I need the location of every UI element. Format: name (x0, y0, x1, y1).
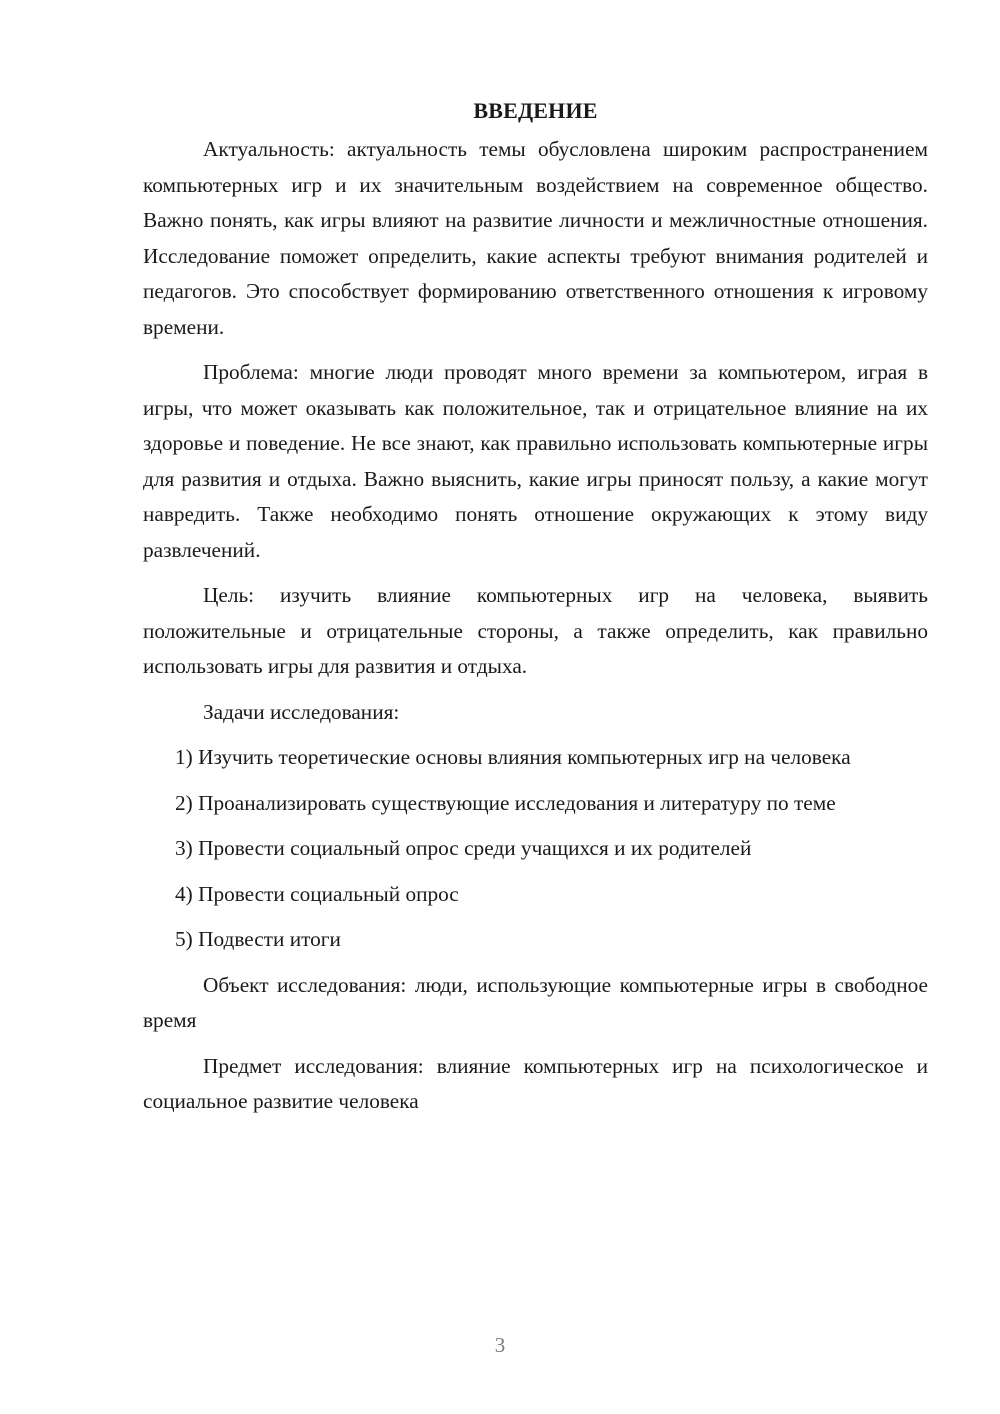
tasks-heading: Задачи исследования: (203, 699, 400, 724)
subject-paragraph: Предмет исследования: влияние компьютерных игр на психологическое и социальное развитие человека (143, 1053, 928, 1113)
task-item-4: 4) Провести социальный опрос (175, 881, 459, 906)
relevance-paragraph: Актуальность: актуальность темы обусловлена широким распространением компьютерных игр и их значительным воздействием на современное общество. Важно понять, как игры влияют на развитие личности и межличностные отношения. Исследование поможет определить, какие аспекты требуют внимания родителей и педагогов. Это способствует формированию ответственного отношения к игровому времени. (143, 137, 928, 339)
problem-paragraph: Проблема: многие люди проводят много времени за компьютером, играя в игры, что может оказывать как положительное, так и отрицательное влияние на их здоровье и поведение. Не все знают, как правильно использовать компьютерные игры для развития и отдыха. Важно выяснить, какие игры приносят пользу, а какие могут навредить. Также необходимо понять отношение окружающих к этому виду развлечений. (143, 360, 928, 562)
object-paragraph: Объект исследования: люди, использующие компьютерные игры в свободное время (143, 972, 928, 1032)
task-item-1: 1) Изучить теоретические основы влияния компьютерных игр на человека (175, 745, 851, 769)
section-title: ВВЕДЕНИЕ (473, 98, 598, 123)
task-item-5: 5) Подвести итоги (175, 927, 341, 951)
task-item-3: 3) Провести социальный опрос среди учащихся и их родителей (175, 836, 752, 860)
task-item-2: 2) Проанализировать существующие исследования и литературу по теме (175, 790, 836, 815)
page-number: 3 (494, 1333, 506, 1357)
goal-paragraph: Цель: изучить влияние компьютерных игр на человека, выявить положительные и отрицательные стороны, а также определить, как правильно использовать игры для развития и отдыха. (143, 583, 928, 678)
document-page (143, 96, 928, 1130)
